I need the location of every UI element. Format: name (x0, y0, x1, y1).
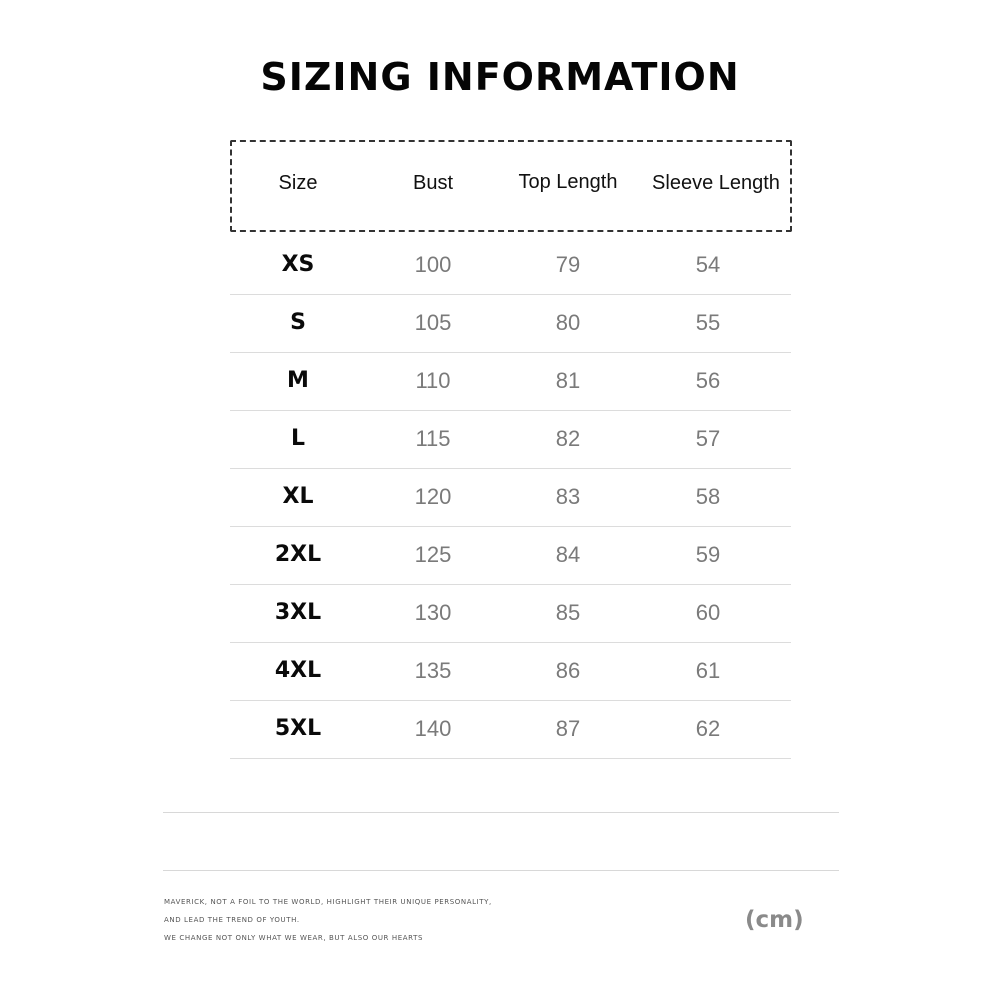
top-length-cell: 87 (555, 716, 581, 741)
sleeve-length-cell: 55 (695, 310, 721, 335)
bust-cell: 100 (414, 252, 452, 277)
top-length-cell: 81 (555, 368, 581, 393)
size-cell: S (290, 310, 306, 335)
sleeve-length-cell: 60 (695, 600, 721, 625)
header-bust: Bust (412, 172, 454, 194)
size-cell: 3XL (274, 600, 322, 625)
top-length-cell: 80 (555, 310, 581, 335)
bust-cell: 135 (414, 658, 452, 683)
top-length-cell: 82 (555, 426, 581, 451)
header-sleeve-length: Sleeve Length (652, 172, 780, 194)
bust-cell: 105 (414, 310, 452, 335)
size-cell: M (287, 368, 309, 393)
table-row (230, 584, 791, 643)
size-cell: L (290, 426, 306, 451)
top-length-cell: 86 (555, 658, 581, 683)
top-length-cell: 83 (555, 484, 581, 509)
bust-cell: 110 (415, 368, 451, 393)
table-row (230, 410, 791, 469)
size-cell: 2XL (274, 542, 322, 567)
sleeve-length-cell: 54 (695, 252, 721, 277)
unit-label: (cm) (745, 907, 804, 933)
footer-line: WE CHANGE NOT ONLY WHAT WE WEAR, BUT ALSO OUR HEARTS (164, 934, 423, 942)
header-top-length: Top Length (518, 171, 618, 193)
table-row (230, 294, 791, 353)
table-row (230, 236, 791, 295)
footer-line: AND LEAD THE TREND OF YOUTH. (164, 916, 300, 924)
bust-cell: 125 (414, 542, 452, 567)
divider (163, 812, 839, 813)
bust-cell: 130 (414, 600, 452, 625)
size-cell: 5XL (274, 716, 322, 741)
sleeve-length-cell: 61 (695, 658, 721, 683)
sleeve-length-cell: 58 (695, 484, 721, 509)
size-cell: XS (281, 252, 315, 277)
bust-cell: 120 (414, 484, 452, 509)
sleeve-length-cell: 59 (695, 542, 721, 567)
size-cell: 4XL (274, 658, 322, 683)
size-cell: XL (282, 484, 314, 509)
bust-cell: 140 (414, 716, 452, 741)
sleeve-length-cell: 62 (695, 716, 721, 741)
table-row (230, 352, 791, 411)
top-length-cell: 85 (555, 600, 581, 625)
sleeve-length-cell: 57 (695, 426, 721, 451)
table-row (230, 526, 791, 585)
sleeve-length-cell: 56 (695, 368, 721, 393)
top-length-cell: 79 (555, 252, 581, 277)
footer-line: MAVERICK, NOT A FOIL TO THE WORLD, HIGHLIGHT THEIR UNIQUE PERSONALITY, (164, 898, 492, 906)
page-title: SIZING INFORMATION (260, 55, 740, 99)
bust-cell: 115 (415, 426, 451, 451)
table-row (230, 642, 791, 701)
table-row (230, 468, 791, 527)
table-row (230, 700, 791, 759)
divider (163, 870, 839, 871)
header-size: Size (278, 172, 318, 194)
top-length-cell: 84 (555, 542, 581, 567)
